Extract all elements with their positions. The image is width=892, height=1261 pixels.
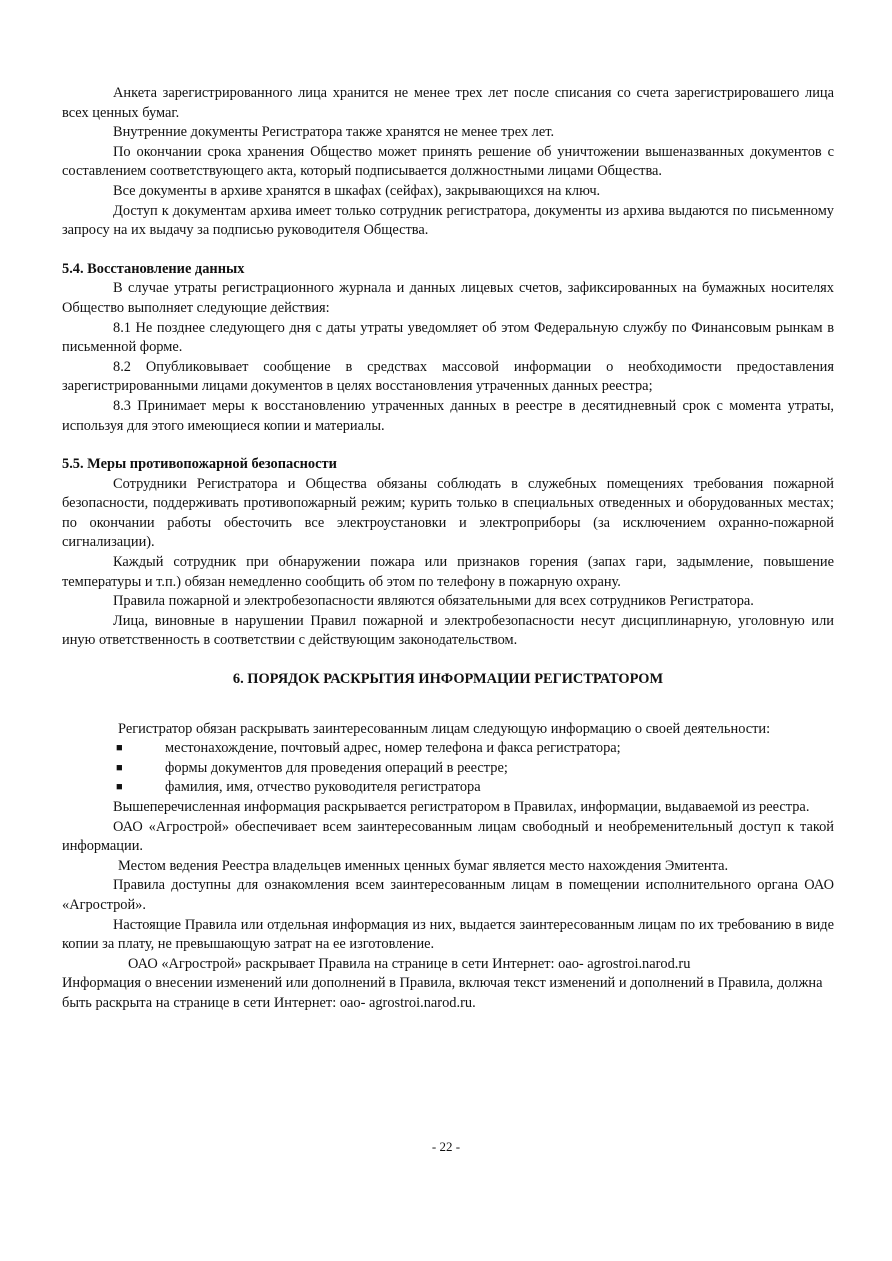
paragraph: В случае утраты регистрационного журнала и данных лицевых счетов, зафиксированных на бумажных носителях Общество выполняет следующие действия:	[62, 280, 834, 316]
bullet-list	[62, 739, 834, 798]
list-item	[62, 759, 834, 779]
document-body	[62, 84, 834, 1014]
paragraph: Доступ к документам архива имеет только сотрудник регистратора, документы из архива выдаются по письменному запросу на их выдачу за подписью руководителя Общества.	[62, 202, 834, 239]
paragraph: Правила пожарной и электробезопасности являются обязательными для всех сотрудников Регистратора.	[113, 593, 754, 610]
paragraph: 8.2 Опубликовывает сообщение в средствах массовой информации о необходимости предоставления зарегистрированными лицами документов в целях восстановления утраченных данных реестра;	[62, 358, 834, 395]
list-item-text: формы документов для проведения операций в реестре;	[165, 759, 508, 776]
section-title-6: 6. ПОРЯДОК РАСКРЫТИЯ ИНФОРМАЦИИ РЕГИСТРАТОРОМ	[232, 671, 664, 688]
paragraph: Внутренние документы Регистратора также хранятся не менее трех лет.	[113, 124, 555, 141]
paragraph: Регистратор обязан раскрывать заинтересованным лицам следующую информацию о своей деятельности:	[118, 720, 771, 737]
paragraph: Информация о внесении изменений или дополнений в Правила, включая текст изменений и дополнений в Правила, должна быть раскрыта на странице в сети Интернет: oao- agrostroi.narod.ru.	[62, 975, 823, 1011]
paragraph: Сотрудники Регистратора и Общества обязаны соблюдать в служебных помещениях требования пожарной безопасности, поддерживать противопожарный режим; курить только в специальных отведенных и оборудованных местах; по окончании работы обесточить все электроустановки и электроприборы (за исключением охранно-пожарной сигнализации).	[62, 475, 834, 551]
section-heading-5-4: 5.4. Восстановление данных	[62, 260, 245, 277]
list-item-text: фамилия, имя, отчество руководителя регистратора	[165, 779, 481, 796]
paragraph: Вышеперечисленная информация раскрывается регистратором в Правилах, информации, выдаваемой из реестра.	[113, 799, 810, 815]
paragraph: Все документы в архиве хранятся в шкафах (сейфах), закрывающихся на ключ.	[113, 182, 601, 199]
paragraph: ОАО «Агрострой» раскрывает Правила на странице в сети Интернет: oao- agrostroi.narod.ru	[128, 955, 691, 972]
paragraph: Местом ведения Реестра владельцев именных ценных бумаг является место нахождения Эмитента.	[118, 857, 729, 874]
paragraph: ОАО «Агрострой» обеспечивает всем заинтересованным лицам свободный и необременительный доступ к такой информации.	[62, 818, 834, 855]
paragraph: Лица, виновные в нарушении Правил пожарной и электробезопасности несут дисциплинарную, уголовную или иную ответственность в соответствии с действующим законодательством.	[62, 612, 834, 649]
bullet-icon: ■	[116, 781, 123, 794]
bullet-icon: ■	[116, 742, 123, 755]
paragraph: 8.3 Принимает меры к восстановлению утраченных данных в реестре в десятидневный срок с момента утраты, используя для этого имеющиеся копии и материалы.	[62, 397, 834, 434]
section-heading-5-5: 5.5. Меры противопожарной безопасности	[62, 456, 337, 473]
bullet-icon: ■	[116, 761, 123, 774]
page-number: - 22 -	[431, 1139, 461, 1154]
list-item	[62, 739, 834, 759]
list-item	[62, 778, 834, 798]
paragraph: Настоящие Правила или отдельная информация из них, выдается заинтересованным лицам по их требованию в виде копии за плату, не превышающую затрат на ее изготовление.	[62, 916, 834, 953]
paragraph: Каждый сотрудник при обнаружении пожара или признаков горения (запах гари, задымление, повышение температуры и т.п.) обязан немедленно сообщить об этом по телефону в пожарную охрану.	[62, 554, 834, 590]
list-item-text: местонахождение, почтовый адрес, номер телефона и факса регистратора;	[165, 740, 621, 757]
paragraph: Анкета зарегистрированного лица хранится не менее трех лет после списания со счета зарегистрировашего лица всех ценных бумаг.	[62, 85, 834, 121]
paragraph: По окончании срока хранения Общество может принять решение об уничтожении вышеназванных документов с составлением соответствующего акта, который подписывается должностными лицами Общества.	[62, 143, 834, 180]
paragraph: Правила доступны для ознакомления всем заинтересованным лицам в помещении исполнительного органа ОАО «Агрострой».	[62, 877, 834, 913]
paragraph: 8.1 Не позднее следующего дня с даты утраты уведомляет об этом Федеральную службу по Финансовым рынкам в письменной форме.	[62, 319, 834, 356]
